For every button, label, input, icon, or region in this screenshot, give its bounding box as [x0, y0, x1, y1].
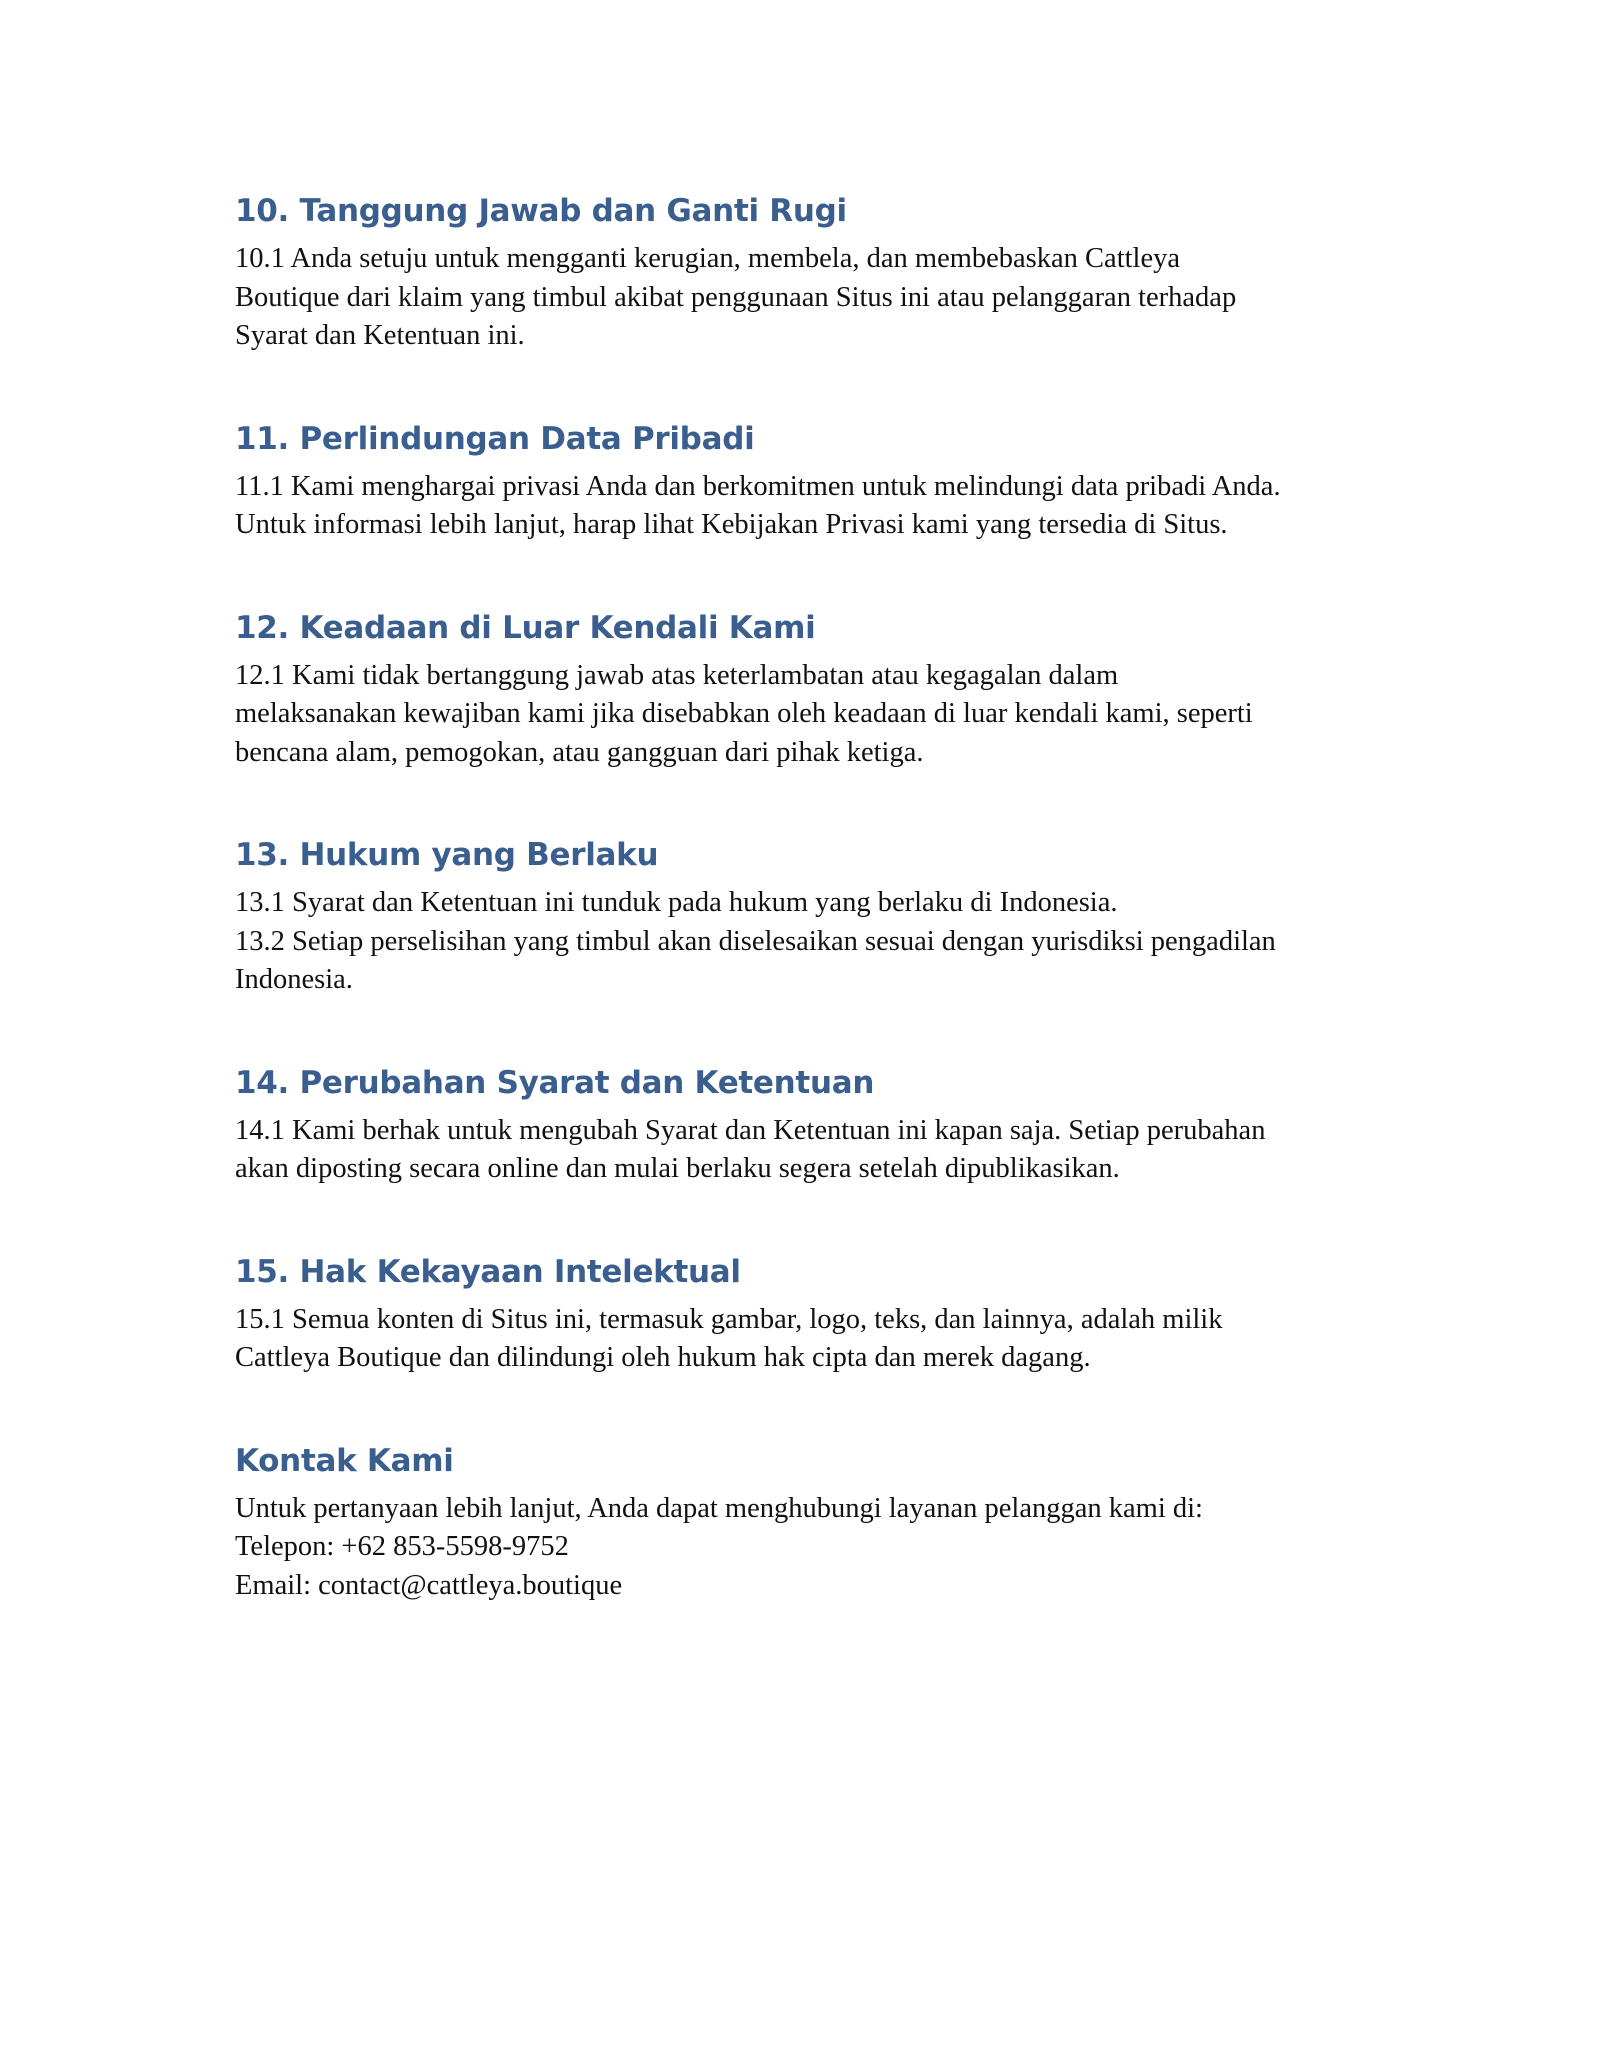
section-heading: 10. Tanggung Jawab dan Ganti Rugi — [235, 193, 847, 229]
body-line: Boutique dari klaim yang timbul akibat penggunaan Situs ini atau pelanggaran terhadap — [235, 281, 1237, 313]
body-line: melaksanakan kewajiban kami jika disebabkan oleh keadaan di luar kendali kami, seperti — [235, 698, 1253, 729]
section-heading: 13. Hukum yang Berlaku — [235, 837, 659, 873]
body-line: Untuk informasi lebih lanjut, harap lihat Kebijakan Privasi kami yang tersedia di Situs. — [235, 509, 1228, 540]
body-line: 14.1 Kami berhak untuk mengubah Syarat dan Ketentuan ini kapan saja. Setiap perubahan — [235, 1114, 1266, 1146]
section-liability — [235, 186, 1375, 356]
body-line: Untuk pertanyaan lebih lanjut, Anda dapat menghubungi layanan pelanggan kami di: — [235, 1492, 1203, 1524]
body-line: 10.1 Anda setuju untuk mengganti kerugian, membela, dan membebaskan Cattleya — [235, 243, 1181, 274]
body-line: akan diposting secara online dan mulai berlaku segera setelah dipublikasikan. — [235, 1153, 1120, 1184]
body-line: 13.1 Syarat dan Ketentuan ini tunduk pada hukum yang berlaku di Indonesia. — [235, 887, 1118, 918]
body-line: 12.1 Kami tidak bertanggung jawab atas keterlambatan atau kegagalan dalam — [235, 659, 1119, 691]
section-body — [235, 468, 1375, 545]
body-line: Cattleya Boutique dan dilindungi oleh hukum hak cipta dan merek dagang. — [235, 1342, 1091, 1373]
section-governing-law — [235, 830, 1375, 1000]
body-line: Syarat dan Ketentuan ini. — [235, 320, 525, 351]
section-heading: 12. Keadaan di Luar Kendali Kami — [235, 609, 816, 646]
section-intellectual-property — [235, 1247, 1375, 1378]
section-body — [235, 657, 1375, 773]
section-force-majeure — [235, 603, 1375, 773]
contact-phone: Telepon: +62 853-5598-9752 — [235, 1531, 569, 1562]
contact-email: Email: contact@cattleya.boutique — [235, 1569, 623, 1601]
section-data-protection — [235, 414, 1375, 545]
body-line: 15.1 Semua konten di Situs ini, termasuk gambar, logo, teks, dan lainnya, adalah milik — [235, 1303, 1223, 1335]
section-changes — [235, 1058, 1375, 1189]
section-heading: 11. Perlindungan Data Pribadi — [235, 420, 755, 457]
section-heading: Kontak Kami — [235, 1442, 454, 1479]
section-body — [235, 240, 1375, 356]
body-line: bencana alam, pemogokan, atau gangguan dari pihak ketiga. — [235, 736, 924, 768]
document-content — [235, 186, 1375, 1605]
body-line: Indonesia. — [235, 964, 353, 995]
section-body — [235, 1301, 1375, 1378]
body-line: 11.1 Kami menghargai privasi Anda dan berkomitmen untuk melindungi data pribadi Anda. — [235, 470, 1281, 502]
body-line: 13.2 Setiap perselisihan yang timbul akan diselesaikan sesuai dengan yurisdiksi pengadilan — [235, 925, 1276, 957]
section-body — [235, 884, 1375, 1000]
section-heading: 15. Hak Kekayaan Intelektual — [235, 1253, 741, 1290]
section-heading: 14. Perubahan Syarat dan Ketentuan — [235, 1064, 875, 1101]
section-body — [235, 1490, 1375, 1606]
section-body — [235, 1112, 1375, 1189]
section-contact — [235, 1436, 1375, 1606]
